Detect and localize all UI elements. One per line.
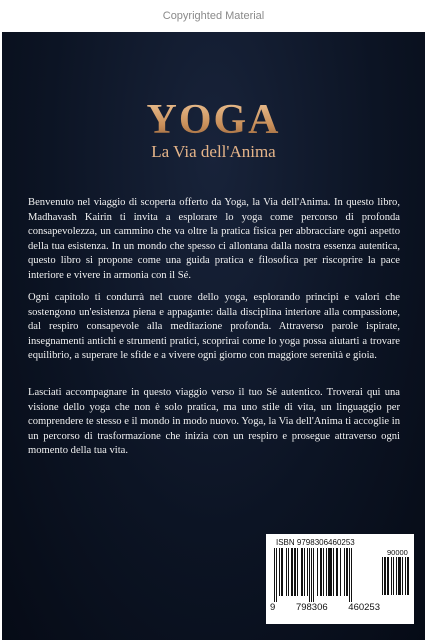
copyright-watermark: Copyrighted Material [162, 10, 265, 22]
book-back-cover [2, 32, 425, 640]
barcode-bars-addon [382, 557, 410, 601]
barcode-digit-group-2: 460253 [348, 602, 380, 613]
barcode-bars-main [274, 548, 378, 602]
isbn-label: ISBN 9798306460253 [276, 538, 355, 547]
barcode-digits [270, 602, 380, 613]
blurb-paragraph-1: Benvenuto nel viaggio di scoperta offerto da Yoga, la Via dell'Anima. In questo libro, Madhavash Kairin ti invita a esplorare lo yoga come percorso di profonda consapevolezza, un cammino che va oltre la pratica fisica per abbracciare ogni aspetto della tua esistenza. In un mondo che spesso ci allontana dalla nostra essenza autentica, questo libro si propone come una guida pratica e filosofica per riscoprire la pace interiore e vivere in armonia con il Sé. [28, 197, 400, 281]
blurb-paragraph-3: Lasciati accompagnare in questo viaggio verso il tuo Sé autentico. Troverai qui una visione dello yoga che non è solo pratica, ma uno stile di vita, un linguaggio per comprendere te stesso e il mondo in modo nuovo. Yoga, la Via dell'Anima ti accoglie in un percorso di trasformazione che inizia con un respiro e prosegue attraverso ogni momento della tua vita. [28, 387, 400, 457]
book-title: YOGA [2, 96, 425, 144]
barcode-digit-group-1: 798306 [295, 602, 328, 613]
barcode-digit-first: 9 [270, 602, 276, 613]
price-code: 90000 [387, 548, 408, 557]
blurb-paragraph-2: Ogni capitolo ti condurrà nel cuore dello yoga, esplorando principi e valori che sostengono un'esistenza piena e appagante: dalla disciplina interiore alla compassione, dal respiro consapevole alla meditazione profonda. Attraverso parole ispirate, insegnamenti antichi e strumenti pratici, scoprirai come lo yoga possa aiutarti a trovare equilibrio, a superare le sfide e a vivere ogni giorno con maggiore serenità e gioia. [28, 292, 400, 362]
book-subtitle: La Via dell'Anima [151, 142, 276, 161]
isbn-barcode [266, 534, 414, 624]
